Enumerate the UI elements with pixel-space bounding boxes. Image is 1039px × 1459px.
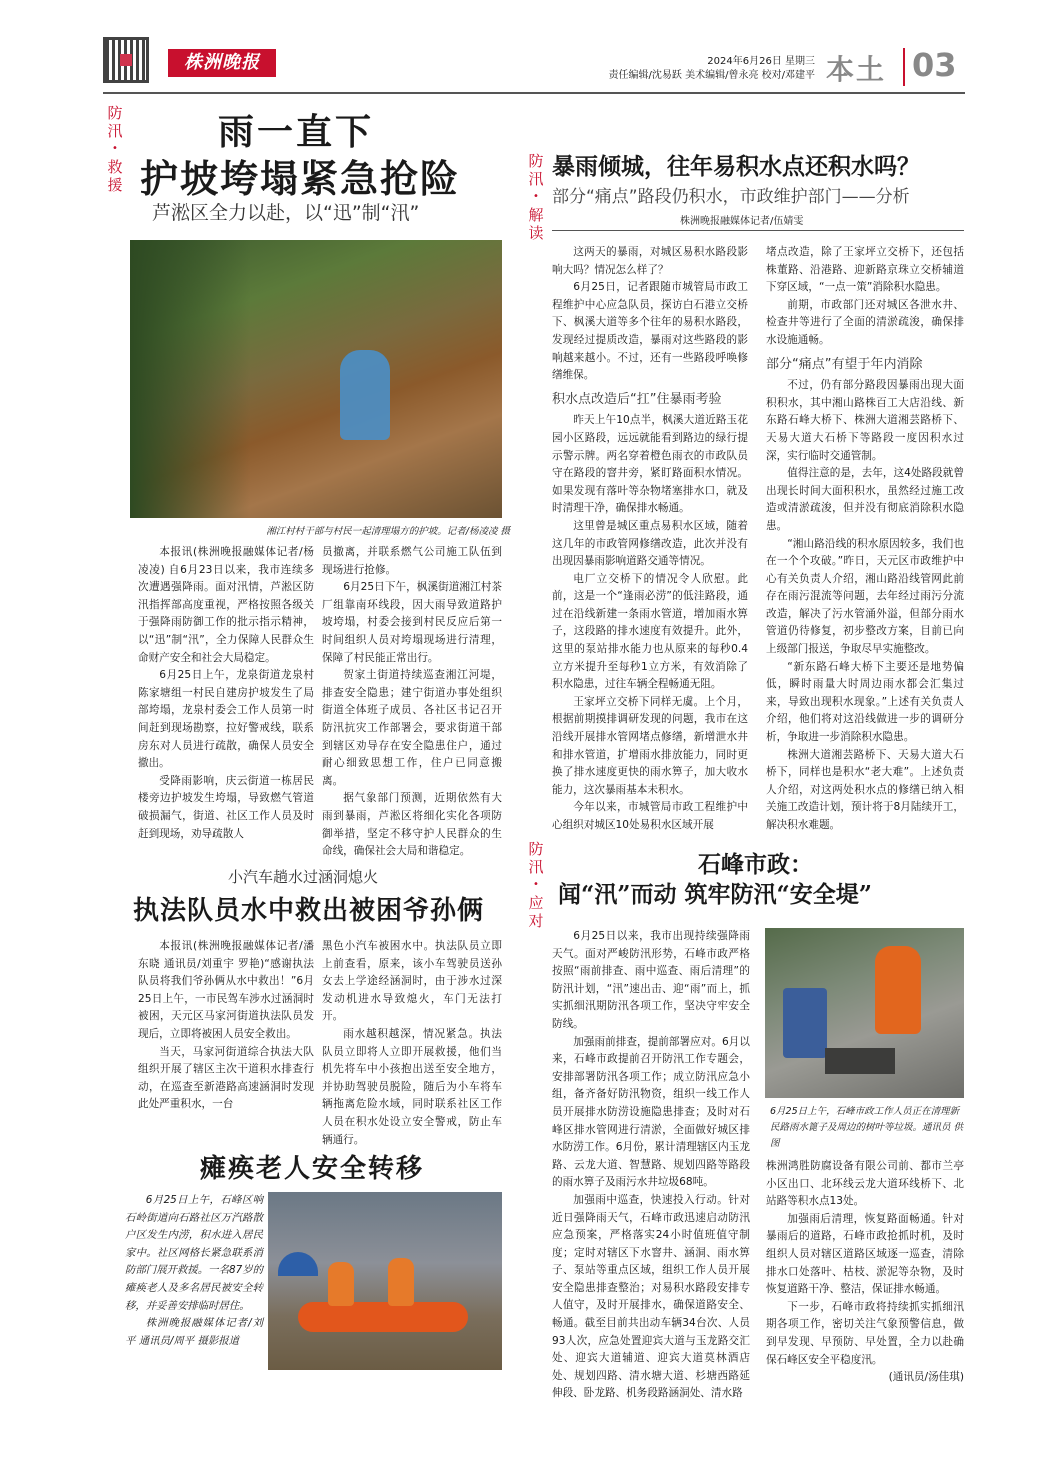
article2-subhead: 小汽车趟水过涵洞熄火 bbox=[228, 868, 379, 886]
editor-credits: 责任编辑/沈易跃 美术编辑/曾永亮 校对/邓建平 bbox=[608, 70, 815, 81]
article4-col2-subhead: 部分“痛点”有望于年内消除 bbox=[766, 356, 923, 372]
drain-cleaning-photo bbox=[765, 928, 964, 1098]
masthead-rule bbox=[103, 92, 965, 94]
article1-subhead: 芦淞区全力以赴，以“迅”制“汛” bbox=[152, 202, 420, 224]
article5-column-right: 株洲鸿胜防腐设备有限公司前、都市兰亭小区出口、北环线云龙大道环线桥下、北站路等积水点13处。 加强雨后清理，恢复路面畅通。针对暴雨后的道路，石峰市政抢抓时机，及时组织人员对辖区道路区域逐一巡查，清除排水口处落叶、枯枝、淤泥等杂物，及时恢复道路干净、整洁，保证排水畅通。 下一步，石峰市政将持续抓实抓细汛期各项工作，密切关注气象预警信息，做到早发现、早预防、早处置，全力以赴确保石峰区安全平稳度汛。 (通讯员/汤佳琪) bbox=[766, 1160, 964, 1384]
article4-kicker: 防 汛 • 解 读 bbox=[528, 152, 544, 242]
article5-headline-line2: 闻“汛”而动 筑牢防汛“安全堤” bbox=[558, 881, 872, 908]
rescue-boat-photo bbox=[268, 1192, 502, 1370]
issue-date: 2024年6月26日 星期三 bbox=[707, 56, 815, 67]
article1-headline-line2: 护坡垮塌紧急抢险 bbox=[140, 156, 461, 201]
article2-headline: 执法队员水中救出被困爷孙俩 bbox=[133, 896, 485, 926]
article1-photo-caption: 湘江村村干部与村民一起清理塌方的护坡。记者/杨凌凌 摄 bbox=[266, 526, 510, 537]
section-divider bbox=[903, 48, 905, 86]
article3-text: 6月25日上午，石峰区响石岭街道向石路社区万汽路散户区发生内涝，积水进入居民家中。社区网格长紧急联系消防部门展开救援。一名87岁的瘫痪老人及多名居民被安全转移，并妥善安排临时居住。 株洲晚报融媒体记者/刘平 通讯员/周平 摄影报道 bbox=[125, 1194, 263, 1347]
section-name: 本土 bbox=[826, 53, 887, 86]
landslide-photo bbox=[130, 240, 502, 518]
article3-headline: 瘫痪老人安全转移 bbox=[200, 1154, 425, 1184]
newspaper-logo: 株洲晚报 bbox=[168, 49, 276, 77]
article1-kicker: 防 汛 • 救 援 bbox=[107, 104, 123, 194]
article4-column-left: 这两天的暴雨，对城区易积水路段影响大吗？情况怎么样了？ 6月25日，记者跟随市城管局市政工程维护中心应急队员，探访白石港立交桥下、枫溪大道等多个往年的易积水路段，发现经过提质改造，暴雨对这些路段的影响越来越小。不过，还有一些路段呼唤修缮维保。 积水点改造后“扛”住暴雨考验 昨天上午10点半，枫溪大道近路玉花园小区路段，远远就能看到路边的绿行提示警示牌。两名穿着橙色雨衣的市政队员守在路段的窨井旁，紧盯路面积水情况。如果发现有落叶等杂物堵塞排水口，就及时清理干净，确保排水畅通。 这里曾是城区重点易积水区域，随着这几年的市政管网修缮改造，此次并没有出现因暴雨影响道路交通等情况。 电厂立交桥下的情况令人欣慰。此前，这是一个“逢雨必涝”的低洼路段，通过在沿线新建一条雨水管道，增加雨水箅子，这段路的排水速度有效提升。此外，这里的泵站排水能力也从原来的每秒0.4立方米提升至每秒1立方米，有效消除了积水隐患，过往车辆全程畅通无阻。 王家坪立交桥下同样无虞。上个月，根据前期摸排调研发现的问题，我市在这沿线开展排水管网堵点修缮，新增泄水井和排水管道，扩增雨水排放能力，同时更换了排水速度更快的雨水箅子，加大收水能力，这次暴雨基本未积水。 今年以来，市城管局市政工程维护中心组织对城区10处易积水区域开展 bbox=[552, 246, 748, 831]
article2-column-right: 黑色小汽车被困水中。执法队员立即上前查看，原来，该小车驾驶员送孙女去上学途经涵洞时，由于涉水过深发动机进水导致熄火，车门无法打开。 雨水越积越深，情况紧急。执法队员立即将人立即开展救援，他们当机先将车中小孩抱出送至安全地方，并协助驾驶员脱险，随后为小车将车辆拖离危险水域，同时联系社区工作人员在积水处设立安全警戒，防止车辆通行。 bbox=[322, 940, 502, 1146]
article2-column-left: 本报讯(株洲晚报融媒体记者/潘东晓 通讯员/刘重宇 罗艳)“感谢执法队员将我们爷孙俩从水中救出！”6月25日上午，一市民驾车涉水过涵洞时被困，天元区马家河街道执法队员发现后，立即将被困人员安全救出。 当天，马家河街道综合执法大队组织开展了辖区主次干道积水排查行动，在巡查至新港路高速涵洞时发现此处严重积水，一台 bbox=[138, 940, 314, 1111]
qr-code[interactable] bbox=[103, 37, 149, 83]
page-number: 03 bbox=[912, 46, 957, 84]
article4-col1-subhead: 积水点改造后“扛”住暴雨考验 bbox=[552, 391, 722, 407]
article1-column-right: 员撤离，并联系燃气公司施工队伍到现场进行抢修。 6月25日下午，枫溪街道湘江村茶厂组靠南环线段，因大雨导致道路护坡垮塌，村委会接到村民反应后第一时间组织人员对垮塌现场进行清理，保障了村民能正常出行。 贺家土街道持续巡查湘江河堤，排查安全隐患；建宁街道办事处组织街道全体班子成员、各社区书记召开防汛抗灾工作部署会，要求街道干部到辖区劝导存在安全隐患住户，通过耐心细致思想工作，住户已同意搬离。 据气象部门预测，近期依然有大雨到暴雨，芦淞区将细化实化各项防御举措，坚定不移守护人民群众的生命线，确保社会大局和谐稳定。 bbox=[322, 546, 502, 858]
article4-rule bbox=[552, 230, 964, 231]
article5-kicker: 防 汛 • 应 对 bbox=[528, 840, 544, 930]
article5-photo-caption: 6月25日上午，石峰市政工作人员正在清理新民路雨水篦子及周边的树叶等垃圾。通讯员 供图 bbox=[770, 1106, 964, 1149]
article1-column-left: 本报讯(株洲晚报融媒体记者/杨凌凌) 自6月23日以来，我市连续多次遭遇强降雨。面对汛情，芦淞区防汛指挥部高度重视，严格按照各级关于强降雨防御工作的批示指示精神，以“迅”制“汛”，全力保障人民群众生命财产安全和社会大局稳定。 6月25日上午，龙泉街道龙泉村陈家塘组一村民自建房护坡发生了局部垮塌，龙泉村委会工作人员第一时间赶到现场勘察，拉好警戒线，联系房东对人员进行疏散，确保人员安全撤出。 受降雨影响，庆云街道一栋居民楼旁边护坡发生垮塌，导致燃气管道破损漏气，街道、社区工作人员及时赶到现场，劝导疏散人 bbox=[138, 546, 314, 840]
article4-byline: 株洲晚报融媒体记者/伍婧雯 bbox=[680, 216, 804, 227]
article5-headline-line1: 石峰市政： bbox=[698, 851, 813, 878]
article4-column-right: 堵点改造，除了王家坪立交桥下，还包括株董路、沿港路、迎新路京珠立交桥辅道下穿区域，“一点一策”消除积水隐患。 前期，市政部门还对城区各泄水井、检查井等进行了全面的清淤疏浚，确保排水设施通畅。 部分“痛点”有望于年内消除 不过，仍有部分路段因暴雨出现大面积积水，其中湘山路株百工大店沿线、新东路石峰大桥下、株洲大道湘芸路桥下、天易大道大石桥下等路段一度因积水过深，实行临时交通管制。 值得注意的是，去年，这4处路段就曾出现长时间大面积积水，虽然经过施工改造或清淤疏浚，但并没有彻底消除积水隐患。 “湘山路沿线的积水原因较多，我们也在一个个攻破。”昨日，天元区市政维护中心有关负责人介绍，湘山路沿线管网此前存在雨污混流等问题，去年经过雨污分流改造，解决了污水管涌外溢，但部分雨水管道仍待修复，初步整改方案，目前已向上级部门报送，争取尽早实施整改。 “新东路石峰大桥下主要还是地势偏低，瞬时雨量大时周边雨水都会汇集过来，导致出现积水现象。”上述有关负责人介绍，他们将对这沿线做进一步的调研分析，争取进一步消除积水隐患。 株洲大道湘芸路桥下、天易大道大石桥下，同样也是积水“老大难”。上述负责人介绍，对这两处积水点的修缮已纳入相关施工改造计划，预计将于8月陆续开工，解决积水难题。 bbox=[766, 246, 964, 831]
article4-headline: 暴雨倾城，往年易积水点还积水吗？ bbox=[552, 153, 920, 180]
article4-subhead: 部分“痛点”路段仍积水，市政维护部门——分析 bbox=[552, 187, 910, 207]
article1-headline-line1: 雨一直下 bbox=[218, 111, 375, 153]
article5-column-left: 6月25日以来，我市出现持续强降雨天气。面对严峻防汛形势，石峰市政严格按照“雨前排查、雨中巡查、雨后清理”的防汛计划，“汛”速出击、迎“雨”而上，抓实抓细汛期防汛各项工作，坚决守牢安全防线。 加强雨前排查，提前部署应对。6月以来，石峰市政提前召开防汛工作专题会，安排部署防汛各项工作；成立防汛应急小组，备齐备好防汛物资，组织一线工作人员开展排水防涝设施隐患排查；及时对石峰区排水管网进行清淤，全面做好城区排水防涝工作。6月份，累计清理辖区内玉龙路、云龙大道、智慧路、规划四路等路段的雨水箅子及雨污水井垃圾68吨。 加强雨中巡查，快速投入行动。针对近日强降雨天气，石峰市政迅速启动防汛应急预案，严格落实24小时值班值守制度；定时对辖区下水窨井、涵洞、雨水箅子、泵站等重点区域，组织工作人员开展安全隐患排查整治；对易积水路段安排专人值守，及时开展排水，确保道路安全、畅通。截至目前共出动车辆34台次、人员93人次，应急处置迎宾大道与玉龙路交汇处、迎宾大道辅道、迎宾大道莫林酒店处、规划四路、清水塘大道、杉塘西路延伸段、卧龙路、机务段路涵洞处、清水路 bbox=[552, 930, 750, 1400]
